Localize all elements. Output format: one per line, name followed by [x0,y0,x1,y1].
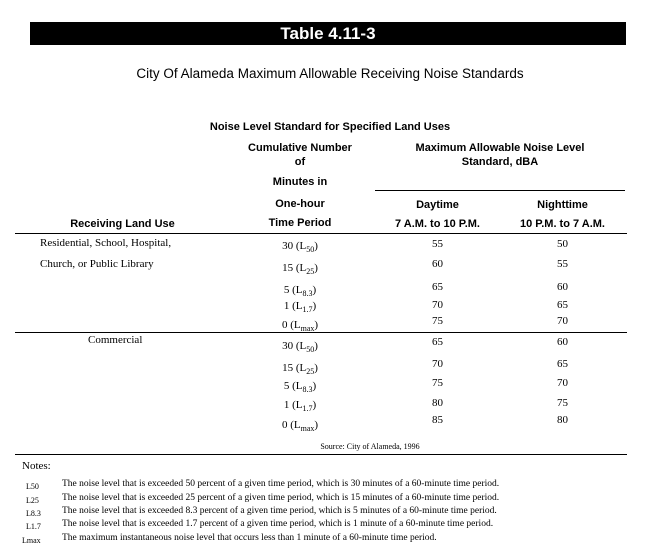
daytime-value: 55 [432,238,443,250]
land-use-header: Receiving Land Use [70,218,175,230]
table-subtitle: City Of Alameda Maximum Allowable Receiving Noise Standards [136,66,524,81]
stat-symbol: L [299,240,307,252]
daytime-hours-header: 7 A.M. to 10 P.M. [395,218,480,230]
table-bottom-rule [15,454,627,455]
minutes-header-line: Minutes in [272,176,328,188]
nighttime-value: 70 [557,315,568,327]
daytime-value: 80 [432,397,443,409]
minutes-cell: 0 $(L_{max})$ [281,419,319,434]
notes-heading: Notes: [22,460,51,472]
minutes-cell: 1 $(L_{1.7})$ [283,300,317,315]
stat-symbol: L [295,380,303,392]
minutes-header-line: of [294,156,306,168]
stat-symbol: L [295,399,303,411]
minutes-cell: 15 $(L_{25})$ [282,362,318,377]
minutes-value: 30 [282,240,294,252]
stat-symbol: L [299,362,307,374]
daytime-value: 85 [432,414,443,426]
minutes-cell: 1 $(L_{1.7})$ [283,399,317,414]
nighttime-value: 80 [557,414,568,426]
note-text: The maximum instantaneous noise level that occurs less than 1 minute of a 60-minute time period. [62,533,437,543]
minutes-value: 1 [283,399,290,411]
nighttime-value: 70 [557,377,568,389]
nighttime-value: 50 [557,238,568,250]
minutes-value: 5 [283,380,290,392]
daytime-value: 75 [432,315,443,327]
stat-subscript: max [300,424,315,434]
minutes-cell: 0 $(L_{max})$ [281,319,319,334]
group-header-rule [375,190,625,191]
land-use-cell [40,233,171,275]
nighttime-value: 65 [557,299,568,311]
note-code: L1.7 [26,522,41,531]
minutes-header-line: Cumulative Number [248,142,352,154]
minutes-value: 30 [282,340,294,352]
max-level-header-line: Maximum Allowable Noise Level [415,142,585,154]
minutes-value: 1 [283,300,290,312]
stat-subscript: 50 [306,245,315,255]
max-level-header-line: Standard, dBA [461,156,539,168]
minutes-cell: 5 $(L_{8.3})$ [283,284,317,299]
minutes-value: 5 [283,284,290,296]
nighttime-value: 55 [557,258,568,270]
note-code: L8.3 [26,509,41,518]
stat-symbol: L [299,262,307,274]
stat-subscript: 25 [306,367,315,377]
stat-subscript: 1.7 [302,404,313,414]
nighttime-hours-header: 10 P.M. to 7 A.M. [520,218,605,230]
stat-subscript: 25 [306,267,315,277]
nighttime-header: Nighttime [537,199,588,211]
max-level-group-header [375,141,625,169]
table-source: Source: City of Alameda, 1996 [320,442,420,451]
minutes-cell: 30 $(L_{50})$ [282,340,318,355]
minutes-header-line: Time Period [268,217,332,229]
note-text: The noise level that is exceeded 1.7 percent of a given time period, which is 1 minute of a 60-minute time period. [62,519,494,529]
daytime-header: Daytime [416,199,459,211]
land-use-line: Residential, School, Hospital, [40,237,172,249]
stat-symbol: L [295,300,303,312]
daytime-value: 70 [432,358,443,370]
daytime-value: 75 [432,377,443,389]
table-title-banner: Table 4.11-3 [30,22,626,45]
note-code: L50 [26,482,39,491]
super-header: Noise Level Standard for Specified Land Uses [209,121,451,133]
stat-subscript: max [300,324,315,334]
land-use-line: Church, or Public Library [40,258,154,270]
note-code: L25 [26,496,39,505]
nighttime-value: 60 [557,336,568,348]
minutes-header-line: One-hour [275,198,325,210]
stat-symbol: L [293,419,301,431]
daytime-value: 70 [432,299,443,311]
stat-symbol: L [293,319,301,331]
stat-subscript: 1.7 [302,305,313,315]
daytime-value: 65 [432,336,443,348]
stat-subscript: 50 [306,345,315,355]
stat-symbol: L [299,340,307,352]
minutes-cell: 30 $(L_{50})$ [282,240,318,255]
minutes-cell: 15 $(L_{25})$ [282,262,318,277]
stat-subscript: 8.3 [302,289,313,299]
land-use-line: Commercial [88,334,143,346]
note-code: Lmax [22,536,41,545]
nighttime-value: 65 [557,358,568,370]
minutes-column-header [225,141,375,230]
minutes-value: 15 [282,262,294,274]
note-text: The noise level that is exceeded 50 percent of a given time period, which is 30 minutes of a 60-minute time period. [62,479,500,489]
minutes-value: 0 [281,319,288,331]
daytime-value: 65 [432,281,443,293]
nighttime-value: 75 [557,397,568,409]
stat-symbol: L [295,284,303,296]
minutes-cell: 5 $(L_{8.3})$ [283,380,317,395]
stat-subscript: 8.3 [302,385,313,395]
note-text: The noise level that is exceeded 8.3 percent of a given time period, which is 5 minutes of a 60-minute time period. [62,506,497,516]
minutes-value: 15 [282,362,294,374]
daytime-value: 60 [432,258,443,270]
nighttime-value: 60 [557,281,568,293]
minutes-value: 0 [281,419,288,431]
land-use-cell [88,330,142,351]
note-text: The noise level that is exceeded 25 percent of a given time period, which is 15 minutes of a 60-minute time period. [62,493,500,503]
